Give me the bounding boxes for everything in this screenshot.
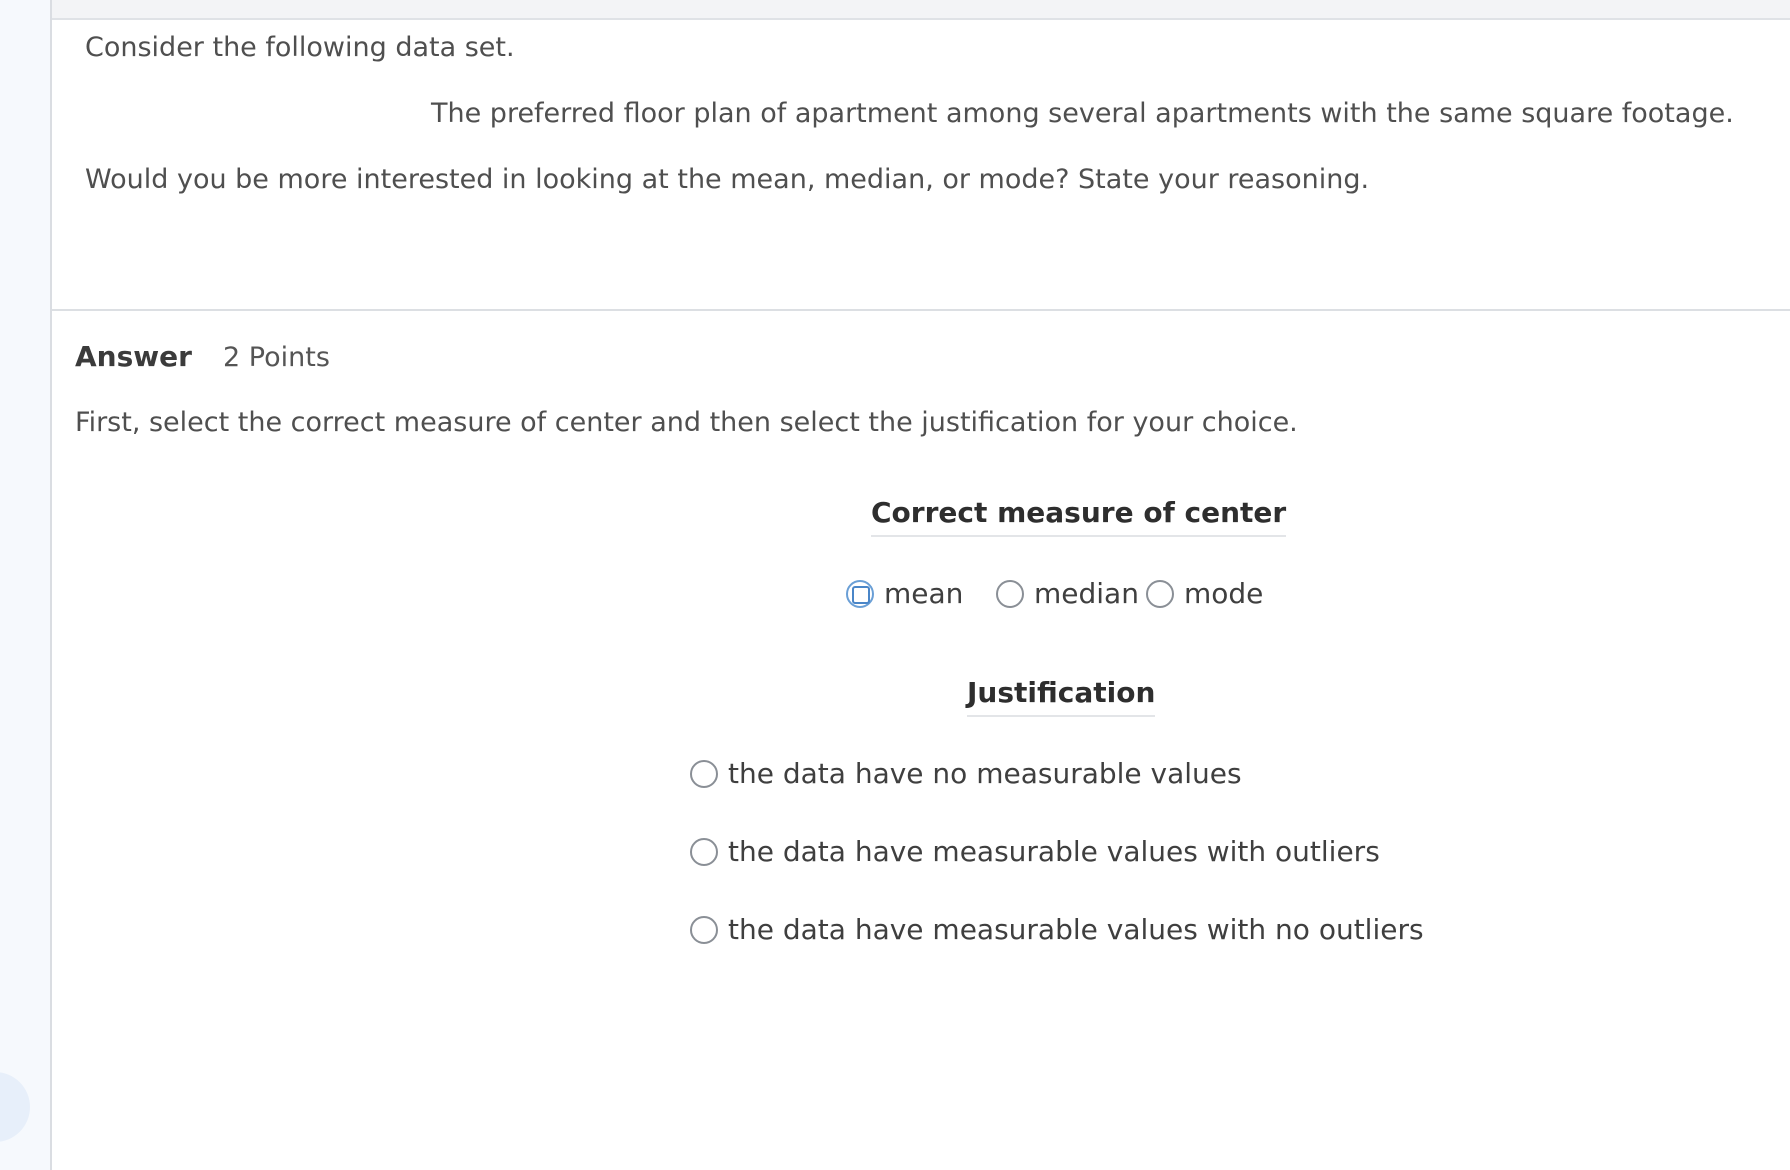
measure-option-label: mean: [884, 577, 964, 610]
radio-button[interactable]: [1146, 580, 1174, 608]
question-dataset: The preferred floor plan of apartment among several apartments with the same square footage.: [431, 98, 1734, 129]
answer-header: [75, 340, 330, 373]
measure-option-label: median: [1034, 577, 1139, 610]
radio-button[interactable]: [846, 580, 874, 608]
justification-option-no-measurable[interactable]: [690, 757, 1242, 790]
measure-option-mode[interactable]: [1146, 577, 1263, 610]
justification-option-no-outliers[interactable]: [690, 913, 1424, 946]
question-prompt: Would you be more interested in looking at the mean, median, or mode? State your reasoning.: [85, 164, 1370, 195]
justification-option-label: the data have measurable values with outliers: [728, 835, 1380, 868]
question-intro: Consider the following data set.: [85, 32, 515, 63]
section-divider: [52, 309, 1790, 311]
radio-button[interactable]: [690, 916, 718, 944]
radio-button[interactable]: [690, 838, 718, 866]
measure-option-mean[interactable]: [846, 577, 963, 610]
justification-title: Justification: [967, 676, 1155, 717]
top-bar: [52, 0, 1790, 20]
justification-option-label: the data have measurable values with no outliers: [728, 913, 1424, 946]
answer-label: Answer: [75, 340, 192, 373]
chat-bubble[interactable]: [0, 1072, 30, 1142]
radio-button[interactable]: [690, 760, 718, 788]
justification-option-label: the data have no measurable values: [728, 757, 1242, 790]
measure-option-median[interactable]: [996, 577, 1139, 610]
measure-option-label: mode: [1184, 577, 1264, 610]
measure-title: Correct measure of center: [871, 496, 1286, 537]
justification-option-with-outliers[interactable]: [690, 835, 1380, 868]
answer-instructions: First, select the correct measure of center and then select the justification for your choice.: [75, 407, 1298, 438]
left-rail: [0, 0, 52, 1170]
radio-button[interactable]: [996, 580, 1024, 608]
points-value: 2 Points: [223, 342, 330, 373]
